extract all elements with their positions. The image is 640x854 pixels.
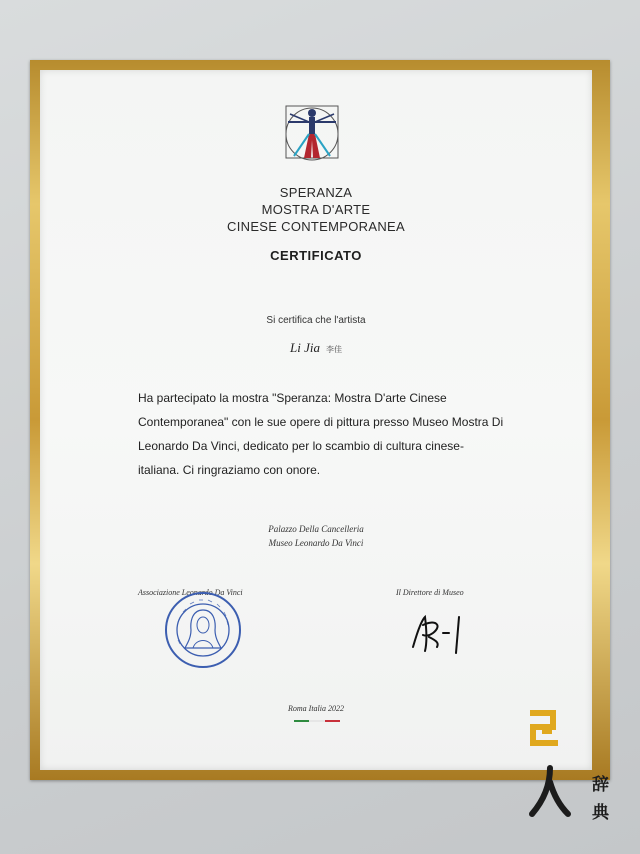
artist-name-chinese: 李佳 xyxy=(325,345,342,354)
certificate-body: Ha partecipato la mostra "Speranza: Mostra D'arte Cinese Contemporanea" con le sue opere di pittura presso Museo Mostra Di Leonardo Da Vinci, dedicato per lo scambio di cultura cinese- italiana. Ci ringraziamo con onore. xyxy=(138,391,504,477)
left-signatory-label: Associazione Leonardo Da Vinci xyxy=(138,588,243,597)
watermark-person-icon xyxy=(528,764,572,820)
association-seal-stamp xyxy=(163,590,243,670)
flag-white xyxy=(309,720,324,722)
certificate-sheet xyxy=(40,70,592,770)
venue-line-1: Palazzo Della Cancelleria xyxy=(268,524,364,534)
watermark-glyph-1: 辞 xyxy=(592,775,609,795)
director-signature xyxy=(403,603,493,663)
org-line-1: SPERANZA xyxy=(279,185,353,200)
place-date: Roma Italia 2022 xyxy=(288,704,344,713)
flag-green xyxy=(294,720,309,722)
flag-red xyxy=(325,720,340,722)
artist-name: Li Jia xyxy=(290,340,320,355)
org-line-3: CINESE CONTEMPORANEA xyxy=(227,219,405,234)
organization-name xyxy=(40,184,592,235)
italian-flag-line xyxy=(294,720,340,722)
org-line-2: MOSTRA D'ARTE xyxy=(261,202,371,217)
watermark-glyph-2: 典 xyxy=(592,803,609,823)
venue-line-2: Museo Leonardo Da Vinci xyxy=(268,538,364,548)
vitruvian-man-logo xyxy=(280,100,344,164)
venue-block xyxy=(40,522,592,550)
right-signatory-label: Il Direttore di Museo xyxy=(396,588,464,597)
certificate-title: CERTIFICATO xyxy=(270,248,362,263)
watermark-emblem-icon xyxy=(526,706,566,754)
watermark-logo xyxy=(522,702,632,832)
artist-name-line xyxy=(40,340,592,356)
certifies-text: Si certifica che l'artista xyxy=(266,315,366,326)
